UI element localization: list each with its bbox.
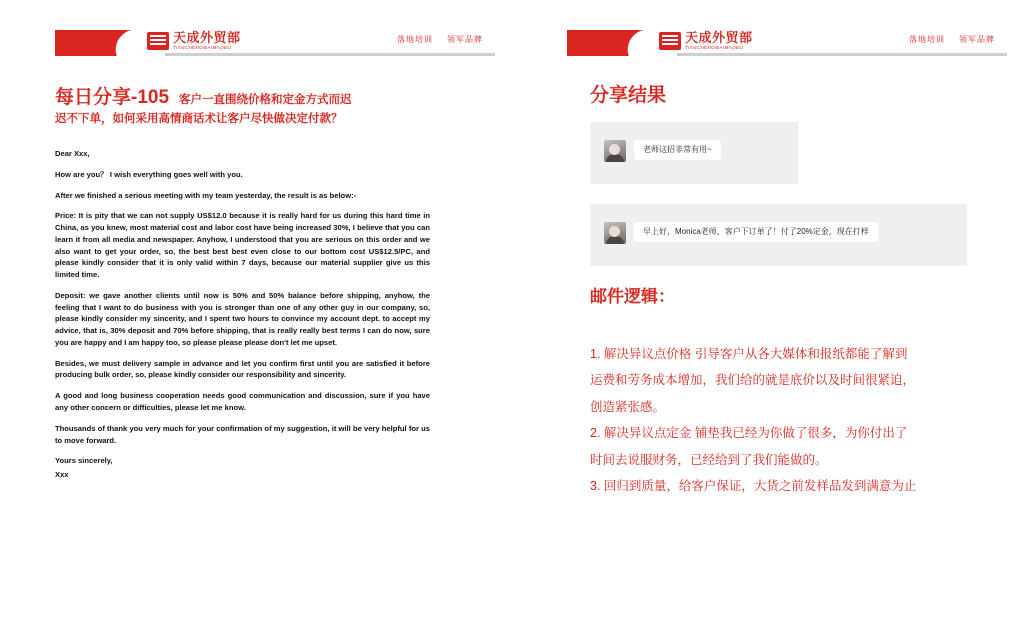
page-title [55,82,352,109]
avatar [604,222,626,244]
brand-tagline [909,34,995,45]
banner-grey-rule [677,53,1007,56]
logo-mark-icon [659,32,681,50]
email-paragraph: Deposit: we gave another clients until now is 50% and 50% balance before shipping, anyhow, the feeling that I want to do business with you is stronger than one of any other guy in our company, so, please kindly consider my sincerity, and I spent two hours to convince my account dept. to accept my advice, that is, 30% deposit and 70% before shipping, that is really really best terms I can do now, sure you are happy and I am happy too, so please please please don't let me upset. [55,290,430,347]
brand-banner-right [567,26,1007,62]
logic-points [590,342,970,500]
tagline-part-2: 领军品牌 [447,35,483,44]
email-paragraph: A good and long business cooperation needs good communication and discussion, sure if you have any other concern or difficulties, please let me know. [55,391,430,413]
logo-text-cn: 天成外贸部 [685,30,753,45]
logic-point-line: 2. 解决异议点定金 铺垫我已经为你做了很多，为你付出了 [590,426,908,441]
email-paragraph: How are you？ I wish everything goes well with you. [55,169,243,179]
brand-banner-left [55,26,495,62]
logo-text-en: TIANCHENGWAIMAOBU [685,45,744,50]
email-paragraph: Dear Xxx, [55,149,90,158]
email-signature: Xxx [55,470,69,480]
brand-logo [147,31,241,51]
chat-bubble: 早上好，Monica老师，客户下订单了！付了20%定金，现在打样 [634,222,878,242]
tagline-part-2: 领军品牌 [959,35,995,44]
tagline-part-1: 落地培训 [397,35,433,44]
slide-right [512,0,1024,620]
email-paragraph: Price: It is pity that we can not supply US$12.0 because it is really hard for us during this hard time in China, as you knew, most material cost and labor cost have being increased 30%, I believe that you can learn it from all media and newspaper. Anyhow, I understood that you are serious on this order and we also want to get your order, so, the best best best even close to our bottom cost US$12.5/PC, and please kindly consider that it is only valid within 7 days, because our material supplier give us this limited time. [55,211,430,280]
chat-bubble: 老师这招非常有用~ [634,140,721,160]
email-paragraph: After we finished a serious meeting with my team yesterday, the result is as below:- [55,190,357,200]
results-title: 分享结果 [590,85,667,106]
banner-grey-rule [165,53,495,56]
title-subtitle: 客户一直围绕价格和定金方式而迟 [179,94,352,106]
chat-screenshot-2 [590,204,967,266]
tagline-part-1: 落地培训 [909,35,945,44]
email-signoff: Yours sincerely, [55,456,113,466]
logic-point-line: 创造紧张感。 [590,399,666,414]
logic-point-line: 时间去说服财务，已经给到了我们能做的。 [590,452,828,467]
chat-message-row [604,140,721,162]
email-body [55,148,430,490]
logo-mark-icon [147,32,169,50]
title-main: 每日分享-105 [55,87,170,108]
email-paragraph: Thousands of thank you very much for your confirmation of my suggestion, it will be very helpful for us to move forward. [55,423,430,445]
email-paragraph: Besides, we must delivery sample in advance and let you confirm first until you are satisfied it before producing bulk order, so, please kindly consider our responsibility and sincerity. [55,358,430,380]
logo-text-en: TIANCHENGWAIMAOBU [173,45,232,50]
brand-tagline [397,34,483,45]
brand-logo [659,31,753,51]
logic-point-line: 1. 解决异议点价格 引导客户从各大媒体和报纸都能了解到 [590,347,908,361]
logic-point-line: 运费和劳务成本增加，我们给的就是底价以及时间很紧迫， [590,373,916,388]
title-line-two: 迟不下单，如何采用高情商话术让客户尽快做决定付款？ [55,113,343,125]
avatar [604,140,626,162]
chat-screenshot-1 [590,122,798,184]
logic-section-title: 邮件逻辑： [590,287,675,306]
logo-text-cn: 天成外贸部 [173,30,241,45]
chat-message-row [604,222,878,244]
logic-point-line: 3. 回归到质量，给客户保证，大货之前发样品发到满意为止 [590,478,917,493]
